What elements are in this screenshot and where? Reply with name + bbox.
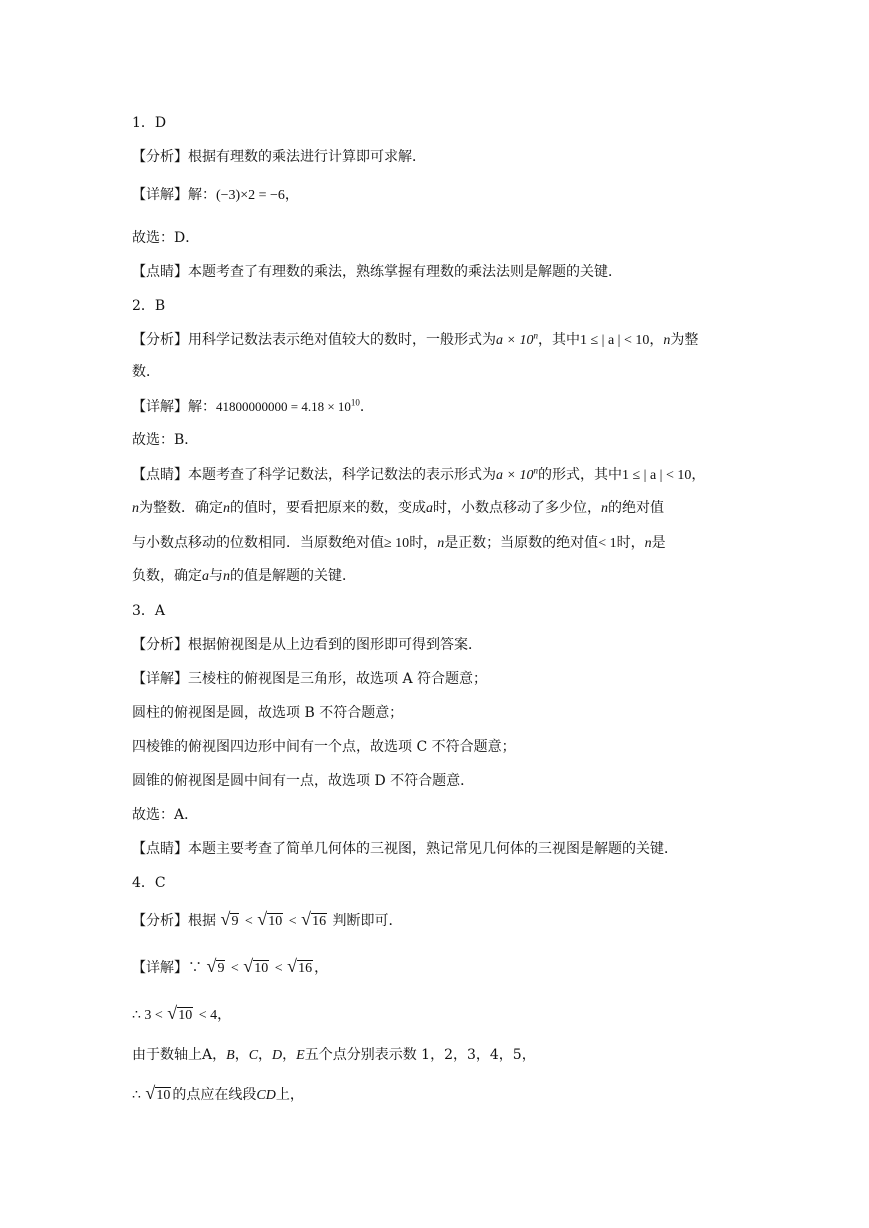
q3-detail-3: 四棱锥的俯视图四边形中间有一个点，故选项 C 不符合题意； (132, 739, 516, 755)
q2-comment-expr1 (496, 465, 538, 483)
q4-analysis-text-b: 判断即可． (332, 913, 403, 929)
q2-comment-n6: n (223, 569, 230, 584)
point-A: A (202, 1047, 213, 1063)
sqrt-16-radicand: 16 (312, 914, 327, 929)
q2-comment-lt1: < 1 (598, 536, 617, 551)
q2-number: 2．B (132, 298, 166, 314)
q2-analysis-n: n (663, 333, 671, 348)
q2-comment-text-4c: 与 (209, 568, 223, 584)
q1-choose: 故选：D． (132, 230, 200, 246)
sqrt-10 (244, 959, 269, 979)
q4-detail (132, 958, 328, 978)
q2-comment-n3: n (601, 501, 608, 516)
q1-detail (132, 185, 299, 205)
q2-analysis-expr1-exp: n (533, 330, 538, 341)
q2-comment-n1: n (132, 501, 139, 516)
q2-detail-expr (216, 399, 360, 414)
less-than-sign: < (288, 914, 297, 929)
q2-detail-tail: ． (359, 399, 374, 415)
q2-analysis-text-a: 【分析】用科学记数法表示绝对值较大的数时，一般形式为 (132, 332, 496, 348)
q2-comment-line3 (132, 533, 666, 553)
less-than-sign: < (230, 961, 239, 976)
q2-comment-text-2d: 的值时，要看把原来的数，变成 (230, 500, 426, 516)
q4-therefore2-b: 的点应在线段 (172, 1087, 257, 1103)
q2-comment-text-1a: 【点睛】本题考查了科学记数法，科学记数法的表示形式为 (132, 467, 496, 483)
q4-analysis-text-a: 【分析】根据 (132, 913, 216, 929)
less-than-sign: < (244, 914, 253, 929)
q2-comment-a1: a (426, 501, 433, 516)
q2-detail-expr-exp: 10 (350, 397, 360, 408)
segment-CD: CD (256, 1088, 276, 1103)
separator: ， (258, 1047, 273, 1063)
q4-therefore1-b: < 4 (198, 1008, 218, 1023)
q4-therefore1-tail: ， (217, 1007, 232, 1023)
less-than-sign: < (274, 961, 283, 976)
q4-detail-label: 【详解】∵ (132, 960, 202, 976)
q4-axis-text-a: 由于数轴上 (132, 1047, 202, 1063)
sqrt-10 (258, 912, 283, 932)
q2-comment-ge10: ≥ 10 (384, 536, 410, 551)
q4-axis-line (132, 1045, 536, 1065)
point-E: E (296, 1048, 305, 1063)
q2-comment-line2 (132, 498, 664, 518)
q2-detail-label: 【详解】解： (132, 399, 216, 415)
q2-comment-text-3a: 与小数点移动的位数相同．当原数绝对值 (132, 535, 384, 551)
sqrt-16 (302, 912, 327, 932)
q1-comment: 【点睛】本题考查了有理数的乘法，熟练掌握有理数的乘法法则是解题的关键． (132, 264, 622, 280)
q3-detail-2: 圆柱的俯视图是圆，故选项 B 不符合题意； (132, 705, 404, 721)
q4-therefore-1 (132, 1005, 231, 1025)
q1-detail-tail: ， (284, 187, 299, 203)
sqrt-16 (288, 959, 313, 979)
sqrt-10-radicand: 10 (268, 914, 283, 929)
sqrt-9-radicand: 9 (217, 961, 225, 976)
sqrt-10 (168, 1006, 193, 1026)
q4-therefore2-c: 上， (275, 1087, 304, 1103)
sqrt-9-radicand: 9 (231, 914, 239, 929)
q2-analysis-expr1 (496, 330, 538, 348)
q3-choose: 故选：A． (132, 807, 199, 823)
q2-comment-text-3i: 是 (651, 535, 666, 551)
q2-analysis-text-c: ， (649, 332, 664, 348)
q2-comment-a2: a (202, 569, 209, 584)
q2-comment-expr2: 1 ≤ | a | < 10 (621, 468, 692, 483)
q3-comment: 【点睛】本题主要考查了简单几何体的三视图，熟记常见几何体的三视图是解题的关键． (132, 841, 678, 857)
q2-comment-text-2f: 时，小数点移动了多少位， (433, 500, 601, 516)
q1-detail-expr: (−3)×2 = −6 (216, 188, 285, 203)
q1-number: 1．D (132, 115, 167, 131)
point-C: C (248, 1048, 259, 1063)
q2-comment-n4: n (437, 536, 445, 551)
sqrt-9 (221, 912, 239, 932)
q2-comment-text-3c: 时， (409, 535, 438, 551)
q4-therefore-2 (132, 1085, 304, 1105)
separator: ， (212, 1047, 227, 1063)
q2-comment-text-4e: 的值是解题的关键． (230, 568, 356, 584)
q4-axis-text-b: 五个点分别表示数 1，2，3，4，5， (304, 1047, 536, 1063)
q2-analysis-line2: 数． (132, 364, 160, 380)
q2-comment-text-2b: 为整数．确定 (139, 500, 223, 516)
point-B: B (226, 1048, 235, 1063)
q2-analysis-expr2: 1 ≤ | a | < 10 (579, 333, 650, 348)
sqrt-9 (207, 959, 225, 979)
q2-detail-expr-base: 41800000000 = 4.18 × 10 (216, 399, 351, 414)
sqrt-10-radicand: 10 (178, 1008, 193, 1023)
q2-comment-n2: n (223, 501, 230, 516)
q2-detail (132, 397, 374, 417)
q2-analysis-text-b: ，其中 (537, 332, 580, 348)
q2-comment-text-2h: 的绝对值 (608, 500, 664, 516)
q2-comment-text-1c: ， (691, 467, 706, 483)
q3-analysis: 【分析】根据俯视图是从上边看到的图形即可得到答案． (132, 637, 482, 653)
q1-analysis: 【分析】根据有理数的乘法进行计算即可求解． (132, 149, 426, 165)
q2-analysis-line1 (132, 330, 698, 350)
q2-comment-line1 (132, 465, 705, 485)
sqrt-16-radicand: 16 (298, 961, 313, 976)
q1-detail-label: 【详解】解： (132, 187, 216, 203)
q3-detail-4: 圆锥的俯视图是圆中间有一点，故选项 D 不符合题意． (132, 773, 475, 789)
q2-choose: 故选：B． (132, 432, 199, 448)
q4-number: 4．C (132, 875, 166, 891)
q4-detail-tail: ， (314, 960, 329, 976)
sqrt-10-radicand: 10 (254, 961, 269, 976)
q4-therefore1-a: ∴ 3 < (132, 1008, 163, 1023)
q2-comment-expr1-exp: n (533, 465, 538, 476)
q2-comment-expr1-base: a × 10 (496, 468, 534, 483)
q2-comment-line4 (132, 566, 356, 586)
q2-comment-text-4a: 负数，确定 (132, 568, 202, 584)
q2-comment-text-3e: 是正数；当原数的绝对值 (444, 535, 599, 551)
q2-comment-text-3g: 时， (616, 535, 645, 551)
sqrt-10 (146, 1086, 171, 1106)
point-D: D (272, 1048, 283, 1063)
q3-number: 3．A (132, 603, 166, 619)
q2-analysis-expr1-base: a × 10 (496, 333, 534, 348)
q2-comment-n5: n (644, 536, 652, 551)
separator: ， (282, 1047, 297, 1063)
q2-comment-text-1b: 的形式，其中 (537, 467, 622, 483)
q2-analysis-text-d: 为整 (670, 332, 699, 348)
sqrt-10-radicand: 10 (156, 1088, 171, 1103)
separator: ， (234, 1047, 249, 1063)
q4-therefore2-a: ∴ (132, 1088, 141, 1103)
q3-detail-1: 【详解】三棱柱的俯视图是三角形，故选项 A 符合题意； (132, 671, 488, 687)
q4-analysis (132, 911, 403, 931)
